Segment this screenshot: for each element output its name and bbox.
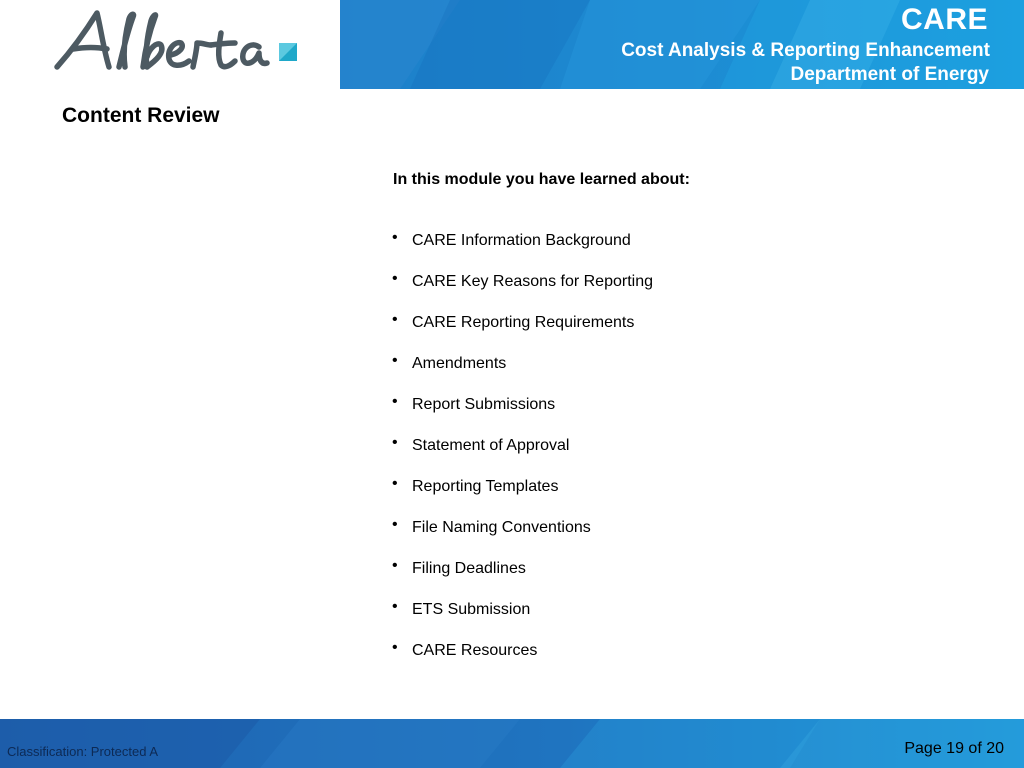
slide-header (0, 0, 1024, 89)
topic-label: Filing Deadlines (412, 560, 526, 577)
list-item (392, 639, 653, 680)
banner-department: Department of Energy (790, 64, 989, 85)
bullet-icon: • (392, 270, 398, 287)
banner-title: CARE (900, 3, 988, 36)
page-title: Content Review (62, 104, 220, 127)
list-item (392, 311, 653, 352)
bullet-icon: • (392, 639, 398, 656)
list-item (392, 270, 653, 311)
topic-label: Statement of Approval (412, 437, 570, 454)
topic-label: Reporting Templates (412, 478, 559, 495)
slide-footer (0, 719, 1024, 768)
care-banner (340, 0, 1024, 89)
bullet-icon: • (392, 557, 398, 574)
bullet-icon: • (392, 475, 398, 492)
list-item (392, 352, 653, 393)
list-item (392, 229, 653, 270)
list-item (392, 557, 653, 598)
alberta-logo-icon (15, 3, 305, 87)
list-item (392, 516, 653, 557)
list-item (392, 434, 653, 475)
bullet-icon: • (392, 393, 398, 410)
bullet-icon: • (392, 229, 398, 246)
list-item (392, 393, 653, 434)
topic-label: Report Submissions (412, 396, 556, 413)
bullet-icon: • (392, 598, 398, 615)
bullet-icon: • (392, 434, 398, 451)
topic-label: CARE Reporting Requirements (412, 314, 635, 331)
topic-label: Amendments (412, 355, 507, 372)
list-item (392, 475, 653, 516)
topic-label: CARE Key Reasons for Reporting (412, 273, 653, 290)
bullet-icon: • (392, 352, 398, 369)
topic-label: File Naming Conventions (412, 519, 591, 536)
topic-list (392, 229, 653, 680)
topic-label: ETS Submission (412, 601, 531, 618)
intro-text: In this module you have learned about: (393, 171, 690, 188)
topic-label: CARE Resources (412, 642, 538, 659)
banner-subtitle: Cost Analysis & Reporting Enhancement (621, 40, 990, 61)
topic-label: CARE Information Background (412, 232, 631, 249)
page-number: Page 19 of 20 (904, 740, 1004, 757)
classification-label: Classification: Protected A (7, 744, 159, 759)
alberta-logo (15, 3, 305, 87)
bullet-icon: • (392, 311, 398, 328)
list-item (392, 598, 653, 639)
bullet-icon: • (392, 516, 398, 533)
